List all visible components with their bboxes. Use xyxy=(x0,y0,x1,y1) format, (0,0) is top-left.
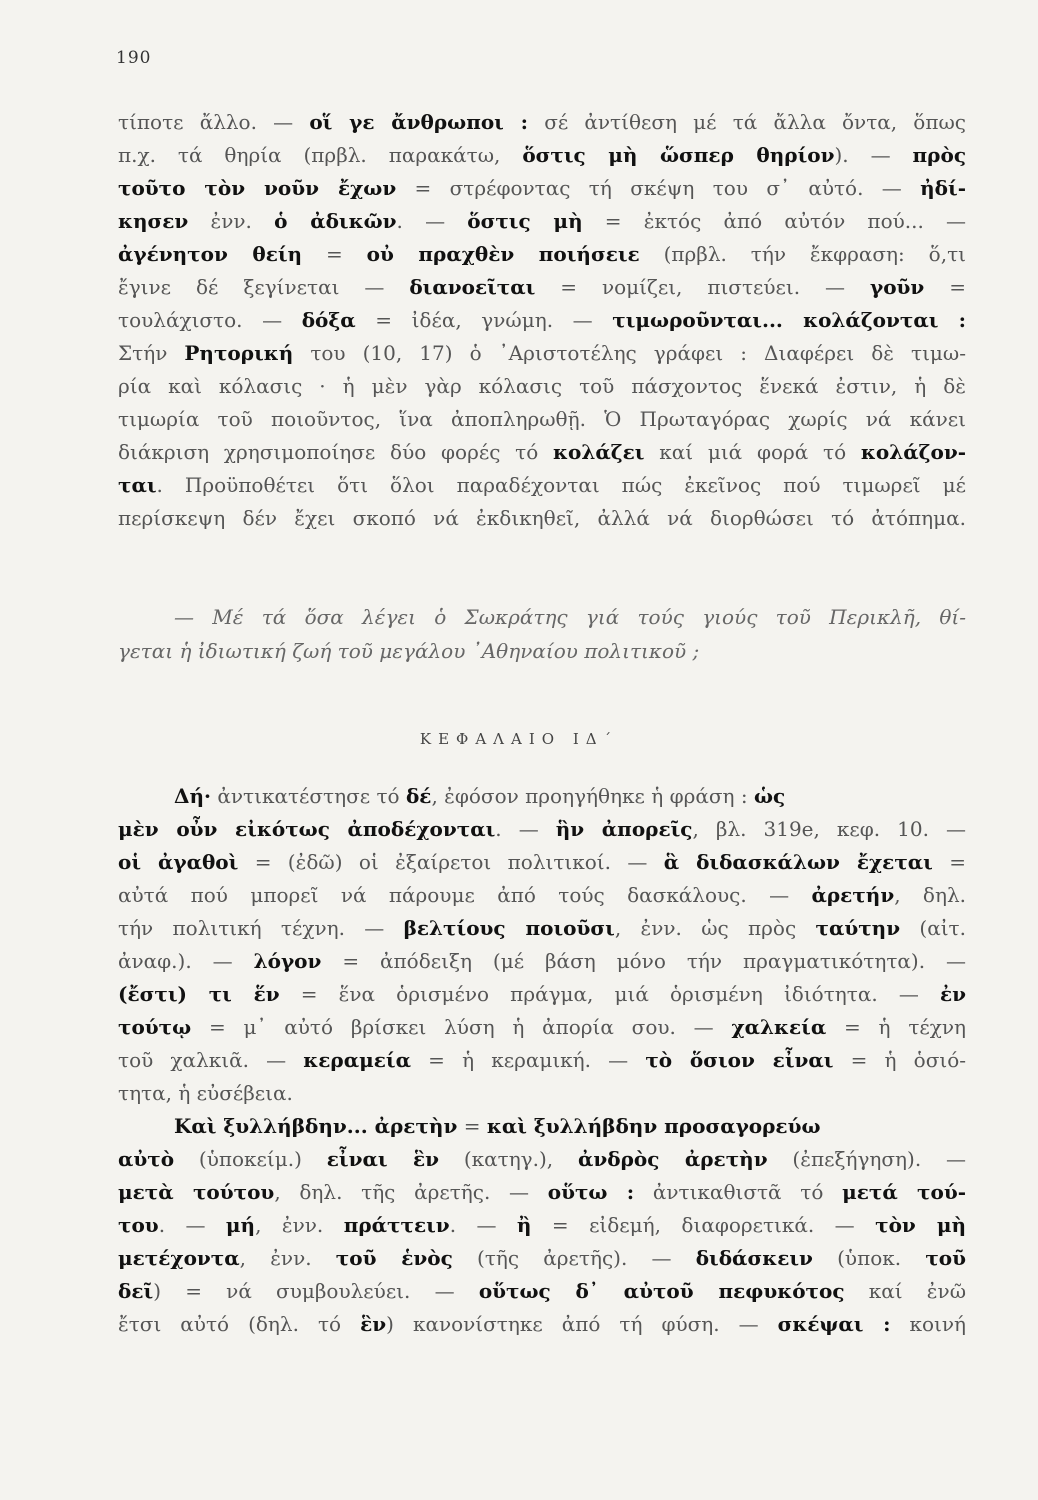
text-line: του. — μή, ἐνν. πράττειν. — ἢ = εἰδεμή, διαφορετικά. — τὸν μὴ xyxy=(118,1213,966,1237)
text-line: ται. Προϋποθέτει ὅτι ὅλοι παραδέχονται πώς ἐκεῖνος πού τιμωρεῖ μέ xyxy=(118,473,966,497)
page-number: 190 xyxy=(116,48,152,68)
text-line: Καὶ ξυλλήβδην... ἀρετὴν = καὶ ξυλλήβδην προσαγορεύω xyxy=(174,1114,821,1138)
text-line: (ἔστι) τι ἕν = ἕνα ὁρισμένο πράγμα, μιά ὁρισμένη ἰδιότητα. — ἐν xyxy=(118,982,966,1006)
text-line: αὐτὸ (ὑποκείμ.) εἶναι ἓν (κατηγ.), ἀνδρὸς ἀρετὴν (ἐπεξήγηση). — xyxy=(118,1147,966,1171)
text-line: τοῦτο τὸν νοῦν ἔχων = στρέφοντας τή σκέψη του σ᾽ αὐτό. — ἠδί- xyxy=(118,176,966,200)
text-line: κησεν ἐνν. ὁ ἀδικῶν. — ὅστις μὴ = ἐκτός ἀπό αὐτόν πού... — xyxy=(118,209,966,233)
text-line: τουλάχιστο. — δόξα = ἰδέα, γνώμη. — τιμωροῦνται... κολάζονται : xyxy=(118,308,966,332)
text-line: αὐτά πού μπορεῖ νά πάρουμε ἀπό τούς δασκάλους. — ἀρετήν, δηλ. xyxy=(118,883,966,907)
text-line: τιμωρία τοῦ ποιοῦντος, ἵνα ἀποπληρωθῇ. Ὁ Πρωταγόρας χωρίς νά κάνει xyxy=(118,407,966,431)
commentary-paragraph-2 xyxy=(118,780,966,1341)
text-line: ρία καὶ κόλασις · ἡ μὲν γὰρ κόλασις τοῦ πάσχοντος ἕνεκά ἐστιν, ἡ δὲ xyxy=(118,374,966,398)
text-line: διάκριση χρησιμοποίησε δύο φορές τό κολάζει καί μιά φορά τό κολάζον- xyxy=(118,440,966,464)
text-line: οἱ ἀγαθοὶ = (ἐδῶ) οἱ ἐξαίρετοι πολιτικοί. — ἃ διδασκάλων ἔχεται = xyxy=(118,850,966,874)
text-line: μετὰ τούτου, δηλ. τῆς ἀρετῆς. — οὕτω : ἀντικαθιστᾶ τό μετά τού- xyxy=(118,1180,966,1204)
text-line: τούτῳ = μ᾽ αὐτό βρίσκει λύση ἡ ἀπορία σου. — χαλκεία = ἡ τέχνη xyxy=(118,1015,966,1039)
commentary-paragraph-1 xyxy=(118,106,966,535)
text-line: π.χ. τά θηρία (πρβλ. παρακάτω, ὅστις μὴ ὥσπερ θηρίον). — πρὸς xyxy=(118,143,966,167)
text-line: γεται ἡ ἰδιωτική ζωή τοῦ μεγάλου ᾿Αθηναίου πολιτικοῦ ; xyxy=(118,639,700,663)
text-line: τητα, ἡ εὐσέβεια. xyxy=(118,1081,293,1105)
text-line: — Μέ τά ὅσα λέγει ὁ Σωκράτης γιά τούς γιούς τοῦ Περικλῆ, θί- xyxy=(174,605,966,629)
text-line: ἀναφ.). — λόγον = ἀπόδειξη (μέ βάση μόνο τήν πραγματικότητα). — xyxy=(118,949,966,973)
chapter-heading: ΚΕΦΑΛΑΙΟ ΙΔ΄ xyxy=(419,730,619,748)
text-line: Στήν Ρητορική του (10, 17) ὁ ᾿Αριστοτέλης γράφει : Διαφέρει δὲ τιμω- xyxy=(118,341,966,365)
text-line: ἀγένητον θείη = οὐ πραχθὲν ποιήσειε (πρβλ. τήν ἔκφραση: ὅ,τι xyxy=(118,242,966,266)
text-line: Δή· ἀντικατέστησε τό δέ, ἐφόσον προηγήθηκε ἡ φράση : ὡς xyxy=(174,784,786,808)
text-line: μὲν οὖν εἰκότως ἀποδέχονται. — ἣν ἀπορεῖς, βλ. 319e, κεφ. 10. — xyxy=(118,817,966,841)
question-paragraph xyxy=(118,600,966,668)
text-line: δεῖ) = νά συμβουλεύει. — οὕτως δ᾽ αὐτοῦ πεφυκότος καί ἐνῶ xyxy=(118,1279,966,1303)
text-line: ἔτσι αὐτό (δηλ. τό ἓν) κανονίστηκε ἀπό τή φύση. — σκέψαι : κοινή xyxy=(118,1312,966,1336)
text-line: τοῦ χαλκιᾶ. — κεραμεία = ἡ κεραμική. — τὸ ὅσιον εἶναι = ἡ ὁσιό- xyxy=(118,1048,966,1072)
text-line: τήν πολιτική τέχνη. — βελτίους ποιοῦσι, ἐνν. ὡς πρὸς ταύτην (αἰτ. xyxy=(118,916,966,940)
text-line: ἔγινε δέ ξεγίνεται — διανοεῖται = νομίζει, πιστεύει. — γοῦν = xyxy=(118,275,966,299)
text-line: τίποτε ἄλλο. — οἵ γε ἄνθρωποι : σέ ἀντίθεση μέ τά ἄλλα ὄντα, ὅπως xyxy=(118,110,966,134)
text-line: μετέχοντα, ἐνν. τοῦ ἑνὸς (τῆς ἀρετῆς). — διδάσκειν (ὑποκ. τοῦ xyxy=(118,1246,966,1270)
text-line: περίσκεψη δέν ἔχει σκοπό νά ἐκδικηθεῖ, ἀλλά νά διορθώσει τό ἀτόπημα. xyxy=(118,506,966,530)
